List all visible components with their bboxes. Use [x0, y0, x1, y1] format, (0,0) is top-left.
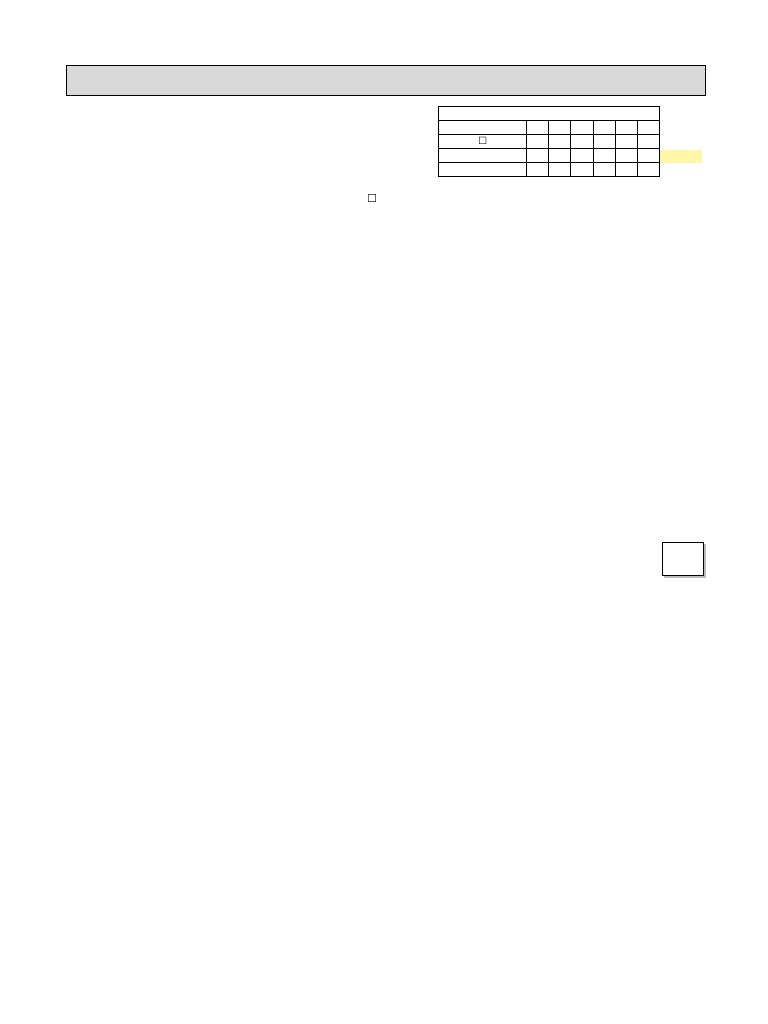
header-checkbox-icon: ☐ [367, 193, 377, 205]
checkbox-icon: ☐ [439, 135, 527, 149]
desp-sum-box [662, 542, 704, 576]
